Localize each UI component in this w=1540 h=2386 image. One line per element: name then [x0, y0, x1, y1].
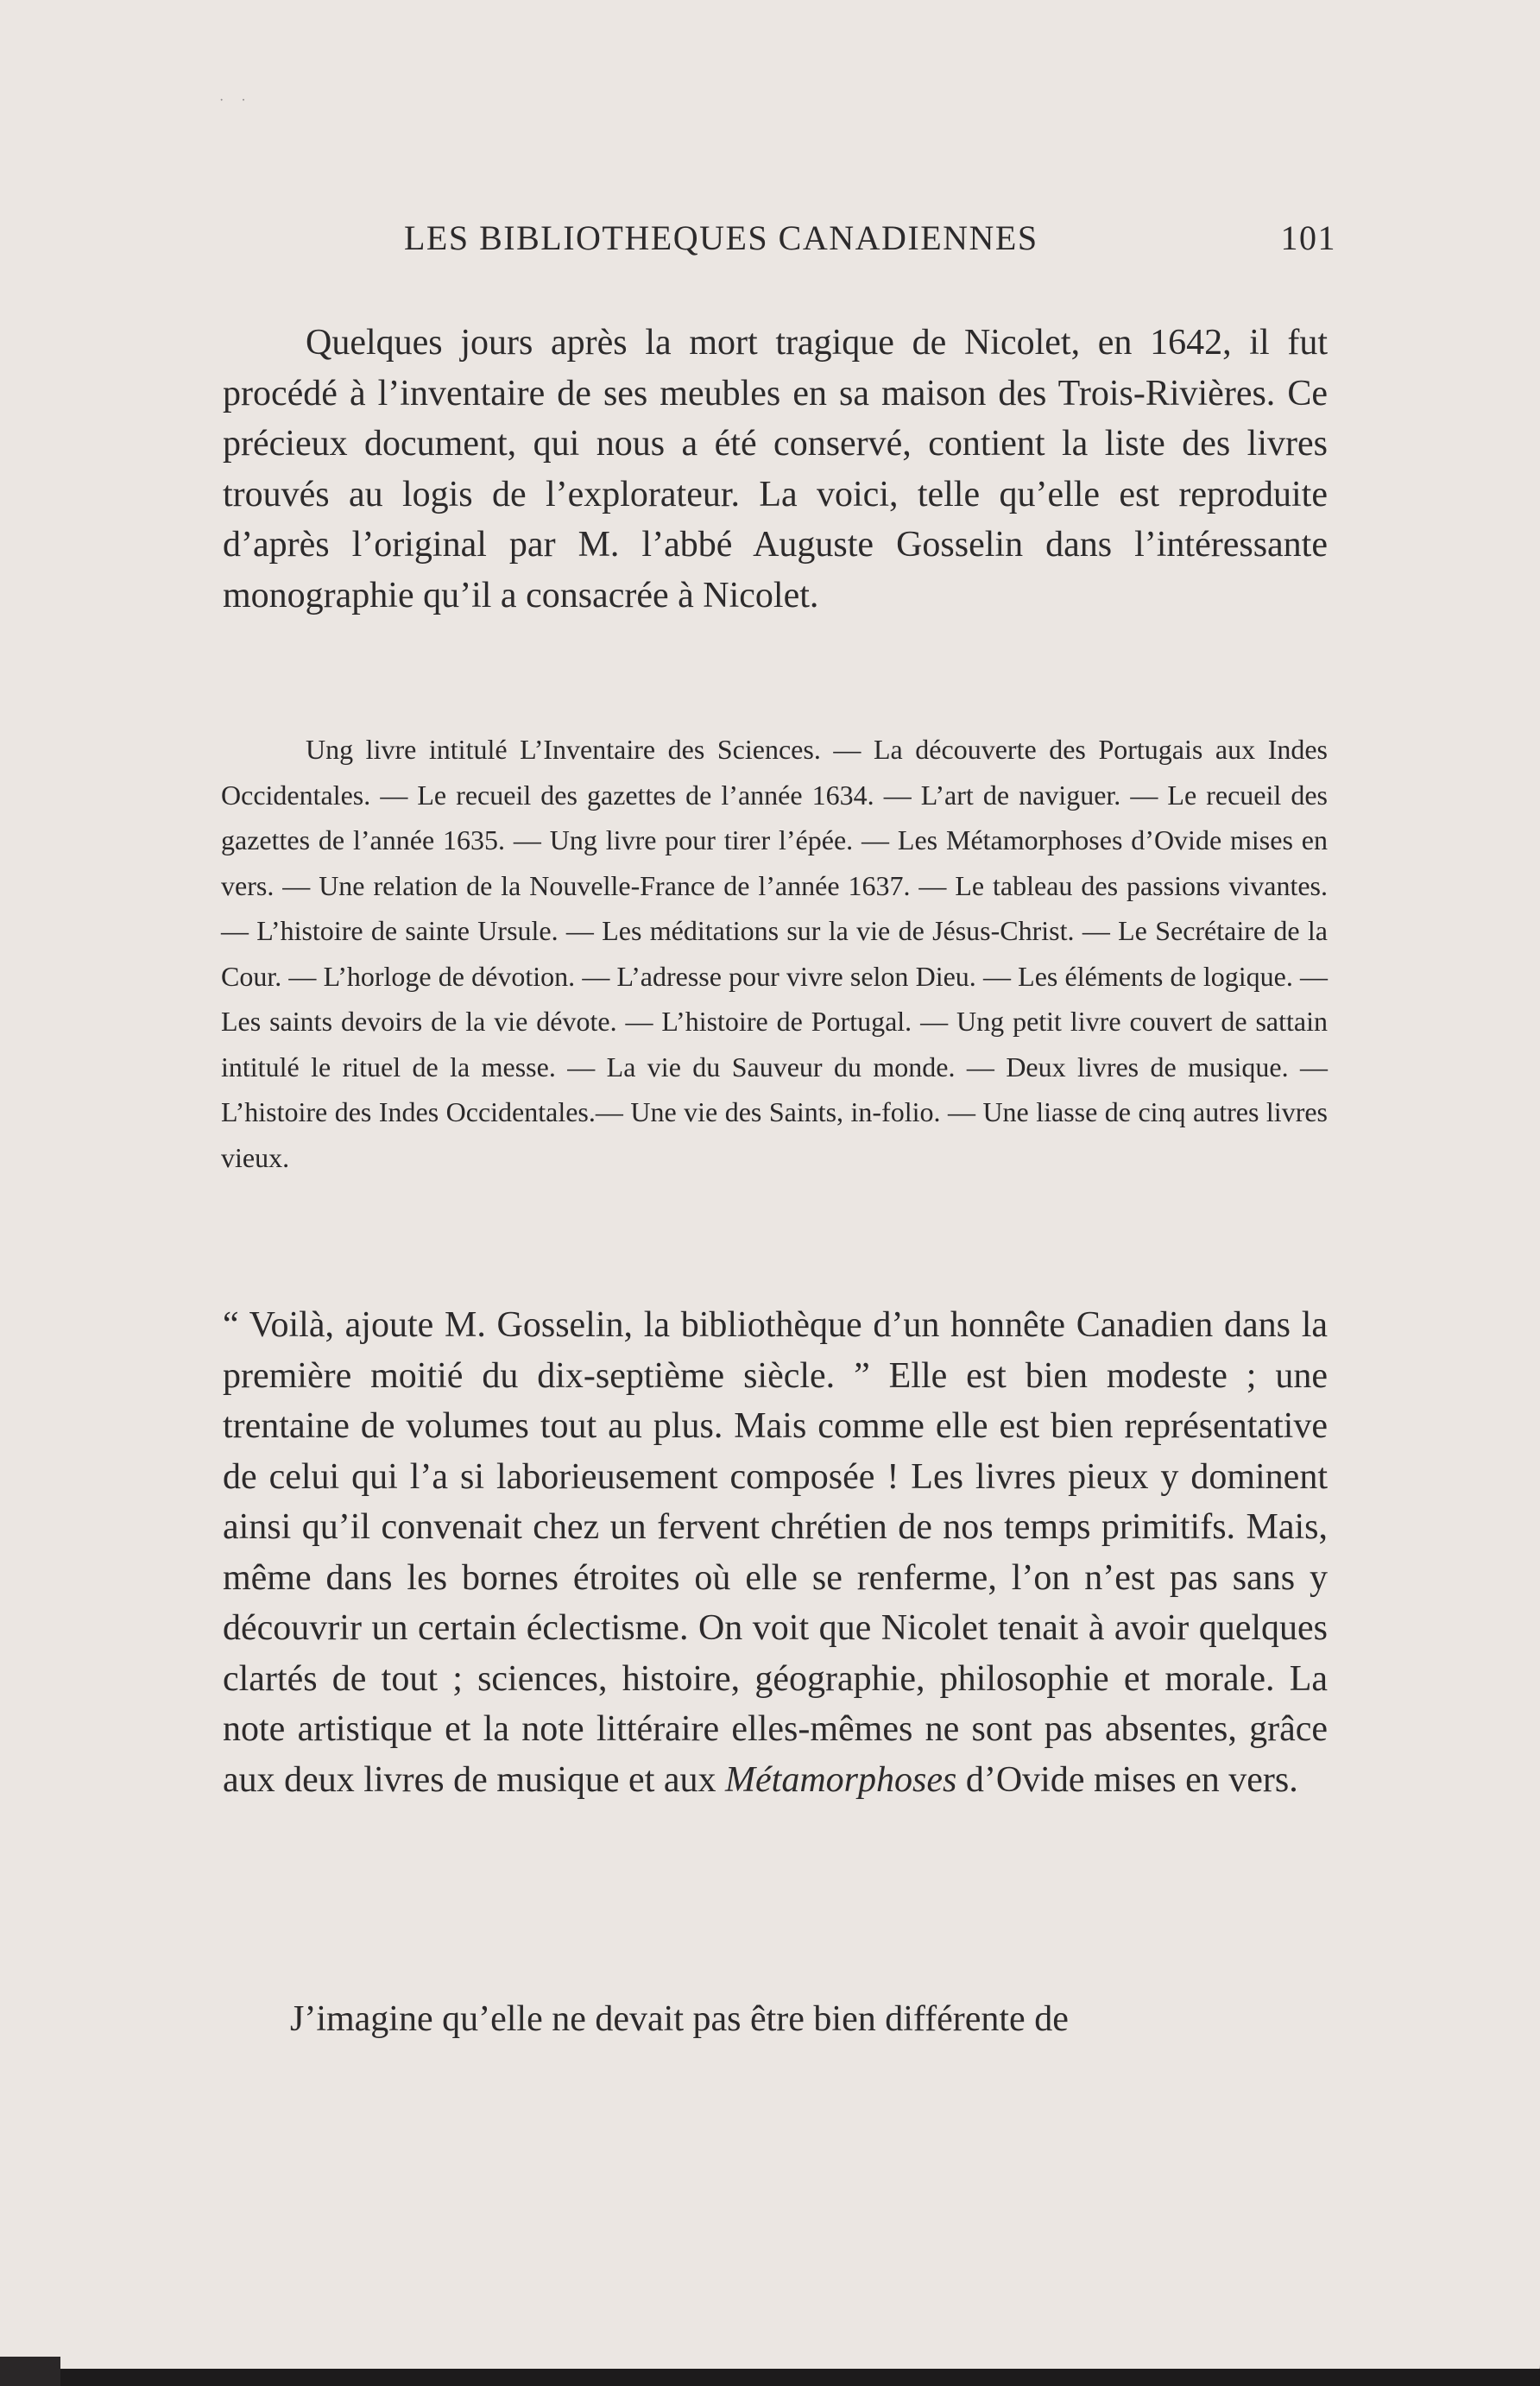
book-inventory-list: Ung livre intitulé L’Inventaire des Sciences. — La découverte des Portugais aux Indes Occidentales. — Le recueil des gazettes de l’année 1634. — L’art de naviguer. — Le recueil des gazettes de l’année 1635. — Ung livre pour tirer l’épée. — Les Métamorphoses d’Ovide mises en vers. — Une relation de la Nouvelle-France de l’année 1637. — Le tableau des passions vivantes. — L’histoire de sainte Ursule. — Les méditations sur la vie de Jésus-Christ. — Le Secrétaire de la Cour. — L’horloge de dévotion. — L’adresse pour vivre selon Dieu. — Les éléments de logique. — Les saints devoirs de la vie dévote. — L’histoire de Portugal. — Ung petit livre couvert de sattain intitulé le rituel de la messe. — La vie du Sauveur du monde. — Deux livres de musique. — L’histoire des Indes Occidentales.— Une vie des Saints, in-folio. — Une liasse de cinq autres livres vieux.: [221, 734, 1328, 1173]
paragraph-intro: Quelques jours après la mort tragique de Nicolet, en 1642, il fut procédé à l’inventaire de ses meubles en sa maison des Trois-Rivières. Ce précieux document, qui nous a été conservé, contient la liste des livres trouvés au logis de l’explorateur. La voici, telle qu’elle est reproduite d’après l’original par M. l’abbé Auguste Gosselin dans l’intéressante monographie qu’il a consacrée à Nicolet.: [223, 323, 1328, 615]
paragraph-voila: [223, 1300, 1328, 1805]
paper-specks: · ·: [219, 93, 253, 108]
page-bottom-shadow: [0, 2369, 1540, 2386]
page-corner-shadow: [0, 2357, 60, 2386]
paragraph-voila-ending: d’Ovide mises en vers.: [956, 1759, 1298, 1800]
running-title: LES BIBLIOTHEQUES CANADIENNES: [404, 218, 1038, 257]
running-head: [404, 218, 1336, 269]
paragraph-voila-text: “ Voilà, ajoute M. Gosselin, la bibliothèque d’un honnête Canadien dans la première moitié du dix-septième siècle. ” Elle est bien modeste ; une trentaine de volumes tout au plus. Mais comme elle est bien représentative de celui qui l’a si laborieusement composée ! Les livres pieux y dominent ainsi qu’il convenait chez un fervent chrétien de nos temps primitifs. Mais, même dans les bornes étroites où elle se renferme, l’on n’est pas sans y découvrir un certain éclectisme. On voit que Nicolet tenait à avoir quelques clartés de tout ; sciences, histoire, géographie, philosophie et morale. La note artistique et la note littéraire elles-mêmes ne sont pas absentes, grâce aux deux livres de musique et aux: [223, 1305, 1328, 1800]
paragraph-imagine: J’imagine qu’elle ne devait pas être bien différente de: [290, 1999, 1069, 2039]
page-number: 101: [1280, 218, 1336, 257]
italic-title-metamorphoses: Métamorphoses: [725, 1759, 957, 1800]
